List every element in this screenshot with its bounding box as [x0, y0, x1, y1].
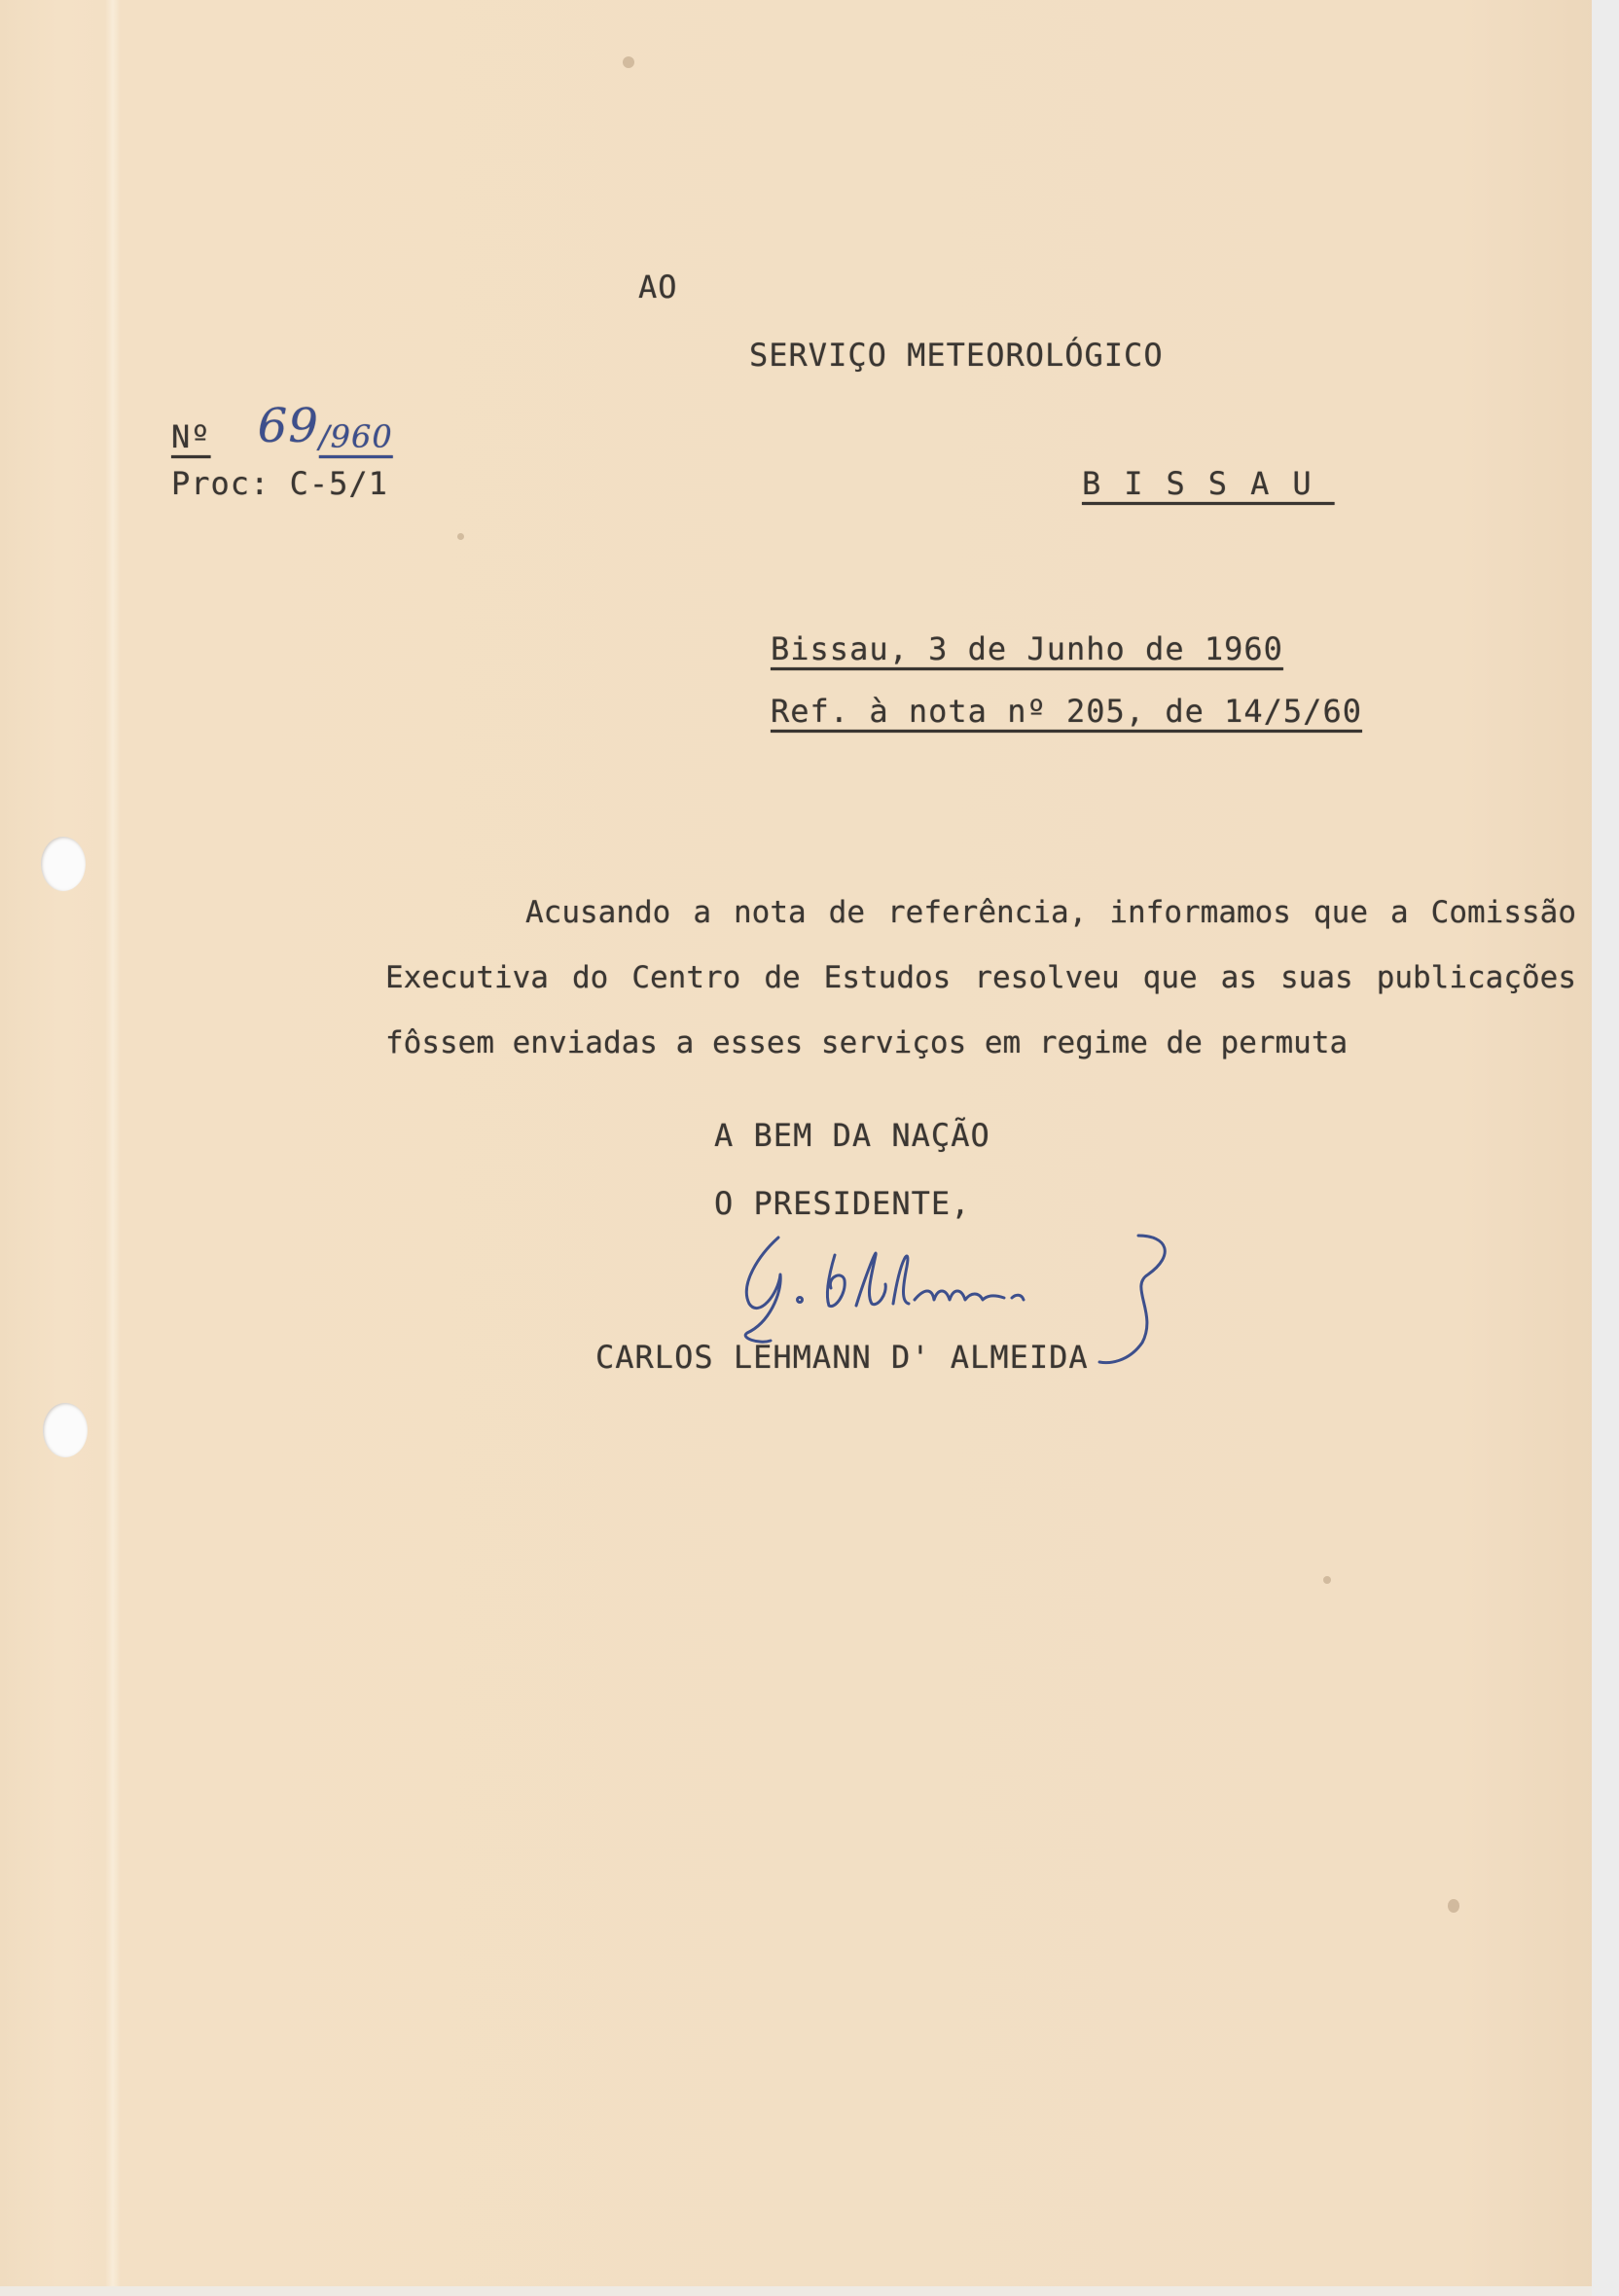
addressee-prefix: AO [638, 269, 678, 305]
addressee-name: SERVIÇO METEOROLÓGICO [749, 337, 1164, 374]
reference-number-handwritten: 69 [257, 399, 319, 453]
paper-fold-highlight [105, 0, 121, 2286]
paper-speck [1448, 1899, 1459, 1913]
punch-hole-bottom [43, 1403, 88, 1457]
reference-line: Ref. à nota nº 205, de 14/5/60 [771, 693, 1362, 730]
paper-speck [623, 56, 634, 68]
scan-margin [1592, 0, 1619, 2296]
process-reference: Proc: C-5/1 [171, 465, 388, 502]
letter-body [385, 880, 1576, 1076]
paper-speck [1323, 1576, 1331, 1584]
closing-salutation: A BEM DA NAÇÃO [714, 1117, 990, 1154]
punch-hole-top [41, 837, 86, 891]
signatory-name: CARLOS LEHMANN D' ALMEIDA [595, 1339, 1089, 1376]
date-line: Bissau, 3 de Junho de 1960 [771, 630, 1283, 667]
addressee-city: BISSAU [1082, 465, 1335, 502]
reference-number-year: /960 [318, 418, 393, 455]
closing-title: O PRESIDENTE, [714, 1185, 971, 1222]
paper-speck [457, 533, 464, 540]
body-paragraph: Acusando a nota de referência, informamos que a Comissão Executiva do Centro de Estudos resolveu que as suas publicações fôssem enviadas a esses serviços em regime de permuta [385, 895, 1576, 1060]
reference-number-label: Nº [171, 418, 211, 455]
reference-number [171, 399, 393, 459]
